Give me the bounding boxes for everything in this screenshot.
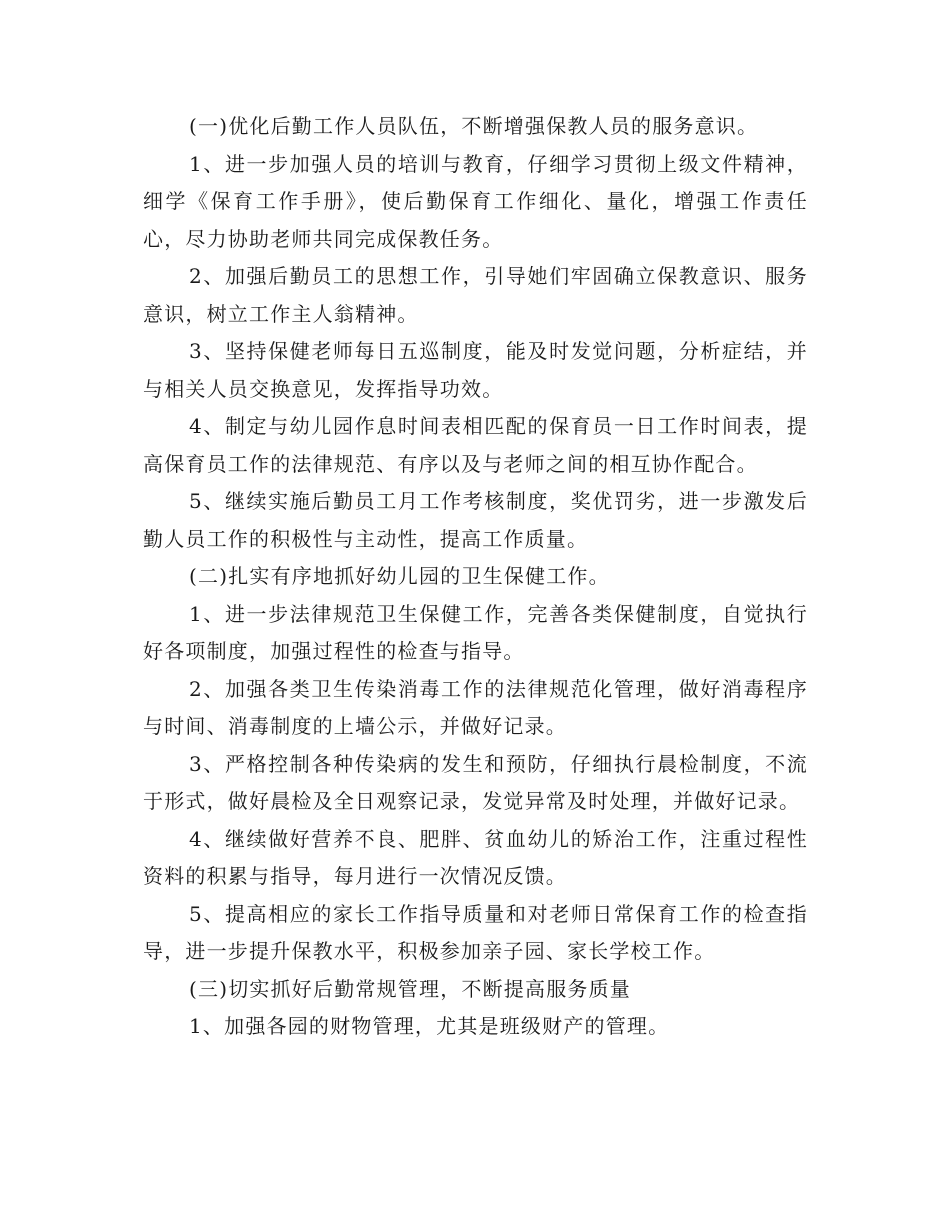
document-body (143, 108, 808, 1046)
paragraph: 1、进一步加强人员的培训与教育，仔细学习贯彻上级文件精神，细学《保育工作手册》，使后勤保育工作细化、量化，增强工作责任心，尽力协助老师共同完成保教任务。 (143, 151, 808, 251)
section-heading-2: (二)扎实有序地抓好幼儿园的卫生保健工作。 (189, 564, 610, 588)
section-heading-3: (三)切实抓好后勤常规管理，不断提高服务质量 (189, 976, 632, 1001)
paragraph: 5、提高相应的家长工作指导质量和对老师日常保育工作的检查指导，进一步提升保教水平，积极参加亲子园、家长学校工作。 (143, 901, 808, 963)
paragraph: 3、严格控制各种传染病的发生和预防，仔细执行晨检制度，不流于形式，做好晨检及全日观察记录，发觉异常及时处理，并做好记录。 (143, 751, 808, 813)
paragraph: 5、继续实施后勤员工月工作考核制度，奖优罚劣，进一步激发后勤人员工作的积极性与主动性，提高工作质量。 (143, 489, 808, 551)
paragraph: 1、加强各园的财物管理，尤其是班级财产的管理。 (189, 1014, 670, 1038)
paragraph: 4、继续做好营养不良、肥胖、贫血幼儿的矫治工作，注重过程性资料的积累与指导，每月进行一次情况反馈。 (143, 826, 808, 888)
paragraph: 2、加强后勤员工的思想工作，引导她们牢固确立保教意识、服务意识，树立工作主人翁精神。 (143, 264, 808, 326)
paragraph: 3、坚持保健老师每日五巡制度，能及时发觉问题，分析症结，并与相关人员交换意见，发挥指导功效。 (143, 339, 808, 401)
section-heading-1: (一)优化后勤工作人员队伍，不断增强保教人员的服务意识。 (189, 114, 759, 138)
paragraph: 2、加强各类卫生传染消毒工作的法律规范化管理，做好消毒程序与时间、消毒制度的上墙公示，并做好记录。 (143, 676, 808, 738)
paragraph: 4、制定与幼儿园作息时间表相匹配的保育员一日工作时间表，提高保育员工作的法律规范、有序以及与老师之间的相互协作配合。 (143, 414, 808, 476)
paragraph: 1、进一步法律规范卫生保健工作，完善各类保健制度，自觉执行好各项制度，加强过程性的检查与指导。 (143, 601, 808, 663)
